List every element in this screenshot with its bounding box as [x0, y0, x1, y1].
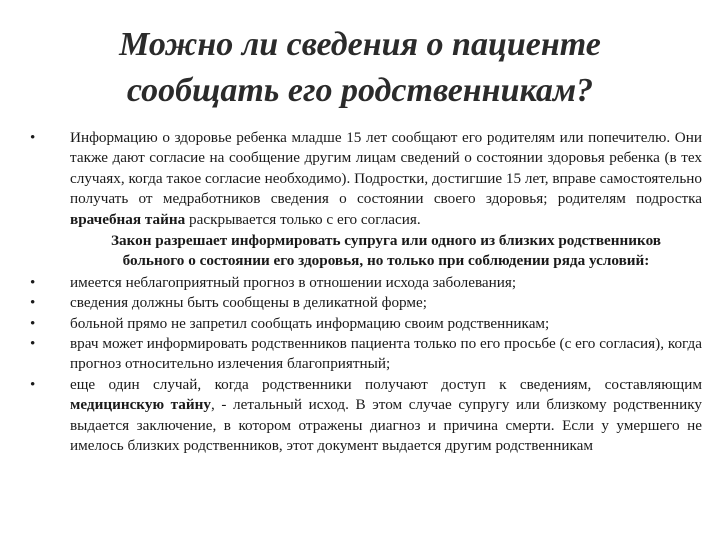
- bullet-icon: •: [30, 314, 36, 332]
- bullet-icon: •: [30, 375, 36, 393]
- list-item: [30, 314, 702, 334]
- bullet-icon: •: [30, 273, 36, 291]
- item-text: раскрывается только с его согласия.: [185, 210, 421, 228]
- list-item: [30, 334, 702, 375]
- item-text: имеется неблагоприятный прогноз в отношении исхода заболевания;: [70, 273, 517, 291]
- title-line-2: сообщать его родственникам?: [126, 72, 594, 109]
- list-item: [30, 293, 702, 313]
- item-text: больной прямо не запретил сообщать информацию своим родственникам;: [70, 314, 550, 332]
- law-line-1: Закон разрешает информировать супруга или одного из близких родственников: [110, 232, 662, 250]
- law-line-2: больного о состоянии его здоровья, но только при соблюдении ряда условий:: [122, 252, 650, 270]
- item-text: сведения должны быть сообщены в деликатной форме;: [70, 294, 427, 312]
- slide-body: [30, 128, 702, 457]
- list-item: [30, 375, 702, 457]
- list-item: [30, 273, 702, 293]
- bullet-icon: •: [30, 294, 36, 312]
- title-line-1: Можно ли сведения о пациенте: [119, 26, 601, 63]
- item-text: Информацию о здоровье ребенка младше 15 лет сообщают его родителям или попечителю. Они также дают согласие на сообщение другим лицам сведений о состоянии здоровья ребенка (в тех случаях, когда такое согласие необходимо). Подростки, достигшие 15 лет, вправе самостоятельно получать от медработников сведения о состоянии своего здоровья; родителям подростка: [70, 129, 702, 208]
- item-text: еще один случай, когда родственники получают доступ к сведениям, составляющим: [70, 375, 702, 393]
- slide-title: [60, 22, 660, 114]
- item-text: врач может информировать родственников пациента только по его просьбе (с его согласия), когда прогноз относительно излечения благоприятный;: [70, 335, 702, 373]
- law-statement: [30, 231, 702, 272]
- bullet-icon: •: [30, 335, 36, 353]
- bullet-icon: •: [30, 129, 36, 146]
- item-text: , - летальный исход. В этом случае супругу или близкому родственнику выдается заключение, в котором отражены диагноз и причина смерти. Если у умершего не имелось близких родственников, этот документ выдается другим родственникам: [70, 396, 702, 455]
- list-item: [30, 128, 702, 230]
- item-bold-term: медицинскую тайну: [70, 396, 211, 414]
- item-bold-term: врачебная тайна: [70, 210, 186, 228]
